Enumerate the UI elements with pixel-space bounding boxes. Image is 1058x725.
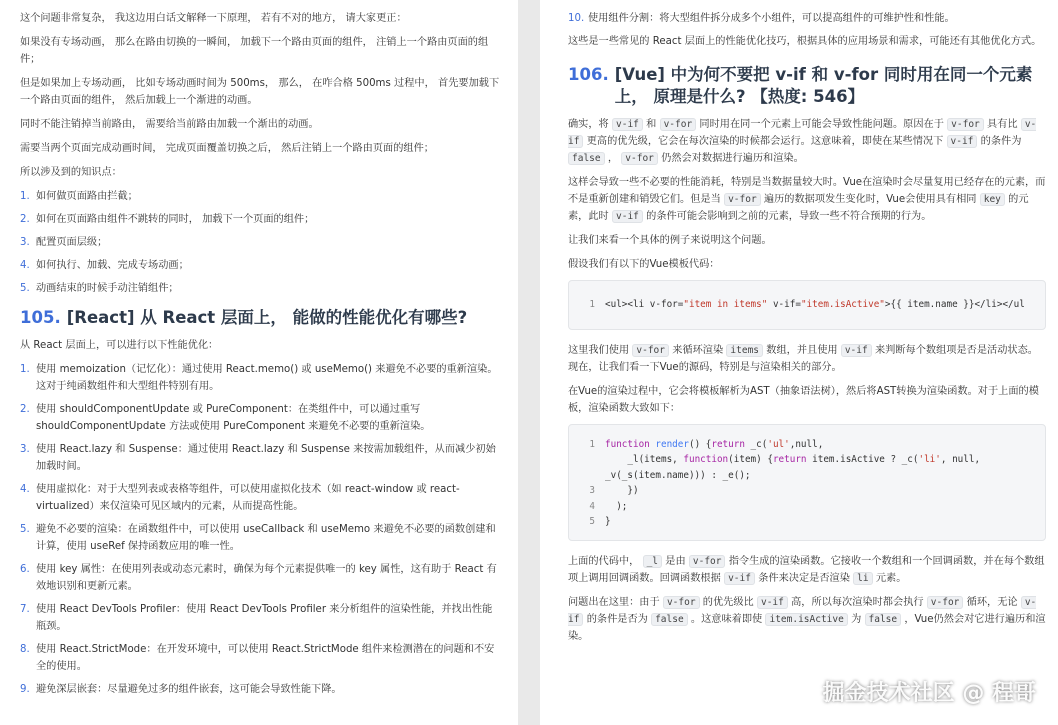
list-item: 4. 如何执行、加载、完成专场动画；: [20, 260, 189, 271]
code-line: 3 }): [589, 485, 639, 496]
inline-code: li: [853, 572, 872, 585]
summary-paragraph: 这些是一些常见的 React 层面上的性能优化技巧，根据具体的应用场景和需求，可能还有其他优化方式。: [568, 36, 1042, 47]
inline-code: _l: [643, 555, 662, 568]
inline-code: v-for: [927, 596, 964, 609]
code-line: 1 function render () { return _c( 'ul' ,null,: [589, 438, 824, 450]
inline-code: false: [651, 613, 688, 626]
inline-code: v-for: [947, 118, 984, 131]
intro-paragraph: 这个问题非常复杂， 我这边用白话文解释一下原理， 若有不对的地方， 请大家更正：: [20, 13, 407, 24]
inline-code: item.isActive: [765, 613, 847, 626]
right-page: [540, 0, 1058, 725]
paragraph: 问题出在这里：由于 v-for 的优先级比 v-if 高，所以每次渲染时都会执行 v-for 循环，无论 v-if 的条件是否为 false 。这意味着即使 item.isActive 为 false ，Vue仍然会对它进行遍历和渲染。: [568, 596, 1046, 642]
code-block-template: [568, 280, 1046, 330]
list-item: 2. 如何在页面路由组件不跳转的同时， 加载下一个页面的组件；: [20, 214, 315, 225]
paragraph: 上面的代码中， _l 是由 v-for 指令生成的渲染函数。它接收一个数组和一个回调函数，并在每个数组项上调用回调函数。回调函数根据 v-if 条件来决定是否渲染 li 元素。: [568, 555, 1045, 584]
list-item: 3. 使用 React.lazy 和 Suspense：通过使用 React.lazy 和 Suspense 来按需加载组件，从而减少初始加载时间。: [20, 444, 496, 472]
paragraph: 确实，将 v-if 和 v-for 同时用在同一个元素上可能会导致性能问题。原因在于 v-for 具有比 v-if 更高的优先级，它会在每次渲染的时候都会运行。这意味着，即使在某些情况下 v-if 的条件为 false ， v-for 仍然会对数据进行遍历和渲染。: [568, 119, 1037, 164]
question-106-heading: 106. [Vue] 中为何不要把 v-if 和 v-for 同时用在同一个元素上， 原理是什么? 【热度: 546】: [568, 65, 1033, 106]
code-line: _l(items, function (item) { return item.isActive ? _c( 'li' , null,: [605, 454, 981, 465]
inline-code: v-if: [568, 119, 1037, 147]
paragraph: 这样会导致一些不必要的性能消耗，特别是当数据量较大时。Vue在渲染时会尽量复用已经存在的元素，而不是重新创建和销毁它们。但是当 v-for 遍历的数据项发生变化时，Vue会使用具有相同 key 的元素，此时 v-if 的条件可能会影响到之前的元素，导致一些不符合预期的行为。: [568, 177, 1046, 222]
list-item: 5. 动画结束的时候手动注销组件；: [20, 283, 179, 294]
list-item: 10. 使用组件分割：将大型组件拆分成多个小组件，可以提高组件的可维护性和性能。: [568, 13, 955, 24]
inline-code: v-for: [632, 344, 669, 357]
optimization-list: [20, 361, 502, 698]
paragraph: 让我们来看一个具体的例子来说明这个问题。: [568, 235, 772, 246]
inline-code: false: [865, 613, 902, 626]
code-line: 4 );: [589, 500, 628, 512]
paragraph: 假设我们有以下的Vue模板代码：: [568, 259, 720, 270]
list-item: 9. 避免深层嵌套：尽量避免过多的组件嵌套，这可能会导致性能下降。: [20, 684, 342, 695]
code-line: 5 }: [589, 516, 611, 527]
paragraph: 在Vue的渲染过程中，它会将模板解析为AST（抽象语法树），然后将AST转换为渲染函数。对于上面的模板，渲染函数大致如下：: [568, 385, 1039, 414]
list-item: 6. 使用 key 属性：在使用列表或动态元素时，确保为每个元素提供唯一的 key 属性，这有助于 React 有效地识别和更新元素。: [20, 564, 497, 592]
inline-code: v-if: [841, 344, 872, 357]
inline-code: v-if: [568, 596, 1037, 625]
intro-paragraph: 如果没有专场动画， 那么在路由切换的一瞬间， 加载下一个路由页面的组件， 注销上一个路由页面的组件；: [20, 37, 489, 65]
inline-code: v-for: [660, 118, 697, 131]
left-page: [0, 0, 518, 725]
list-item: 1. 使用 memoization（记忆化）：通过使用 React.memo() 或 useMemo() 来避免不必要的重新渲染。这对于纯函数组件和大型组件特别有用。: [20, 364, 498, 392]
intro-paragraph: 需要当两个页面完成动画时间， 完成页面覆盖切换之后， 然后注销上一个路由页面的组件；: [20, 143, 434, 154]
inline-code: key: [980, 193, 1005, 206]
inline-code: v-for: [689, 555, 726, 568]
code-block-render-function: [568, 424, 1046, 541]
list-item: 2. 使用 shouldComponentUpdate 或 PureComponent：在类组件中，可以通过重写 shouldComponentUpdate 方法或使用 PureComponent 来避免不必要的重新渲染。: [20, 404, 431, 432]
knowledge-points-list: [20, 188, 502, 297]
inline-code: v-if: [947, 135, 978, 148]
inline-code: items: [726, 344, 763, 357]
paragraph: 这里我们使用 v-for 来循环渲染 items 数组，并且使用 v-if 来判断每个数组项是否是活动状态。现在，让我们看一下Vue的源码，特别是与渲染相关的部分。: [568, 344, 1038, 373]
question-105-heading: 105. [React] 从 React 层面上， 能做的性能优化有哪些?: [20, 308, 468, 327]
list-item: 3. 配置页面层级；: [20, 237, 108, 248]
list-item: 7. 使用 React DevTools Profiler：使用 React DevTools Profiler 来分析组件的渲染性能，并找出性能瓶颈。: [20, 604, 493, 632]
watermark: 掘金技术社区 @ 程哥: [822, 681, 1036, 706]
inline-code: v-for: [621, 152, 658, 165]
optimization-list-continued: [568, 10, 1046, 27]
code-line: 1 <ul><li v-for= "item in items" v-if= "item.isActive" >{{ item.name }}</li></ul: [589, 299, 1025, 310]
question-105-lead: 从 React 层面上，可以进行以下性能优化：: [20, 340, 219, 351]
list-item: 1. 如何做页面路由拦截；: [20, 191, 138, 202]
inline-code: v-if: [757, 596, 788, 609]
intro-paragraph: 但是如果加上专场动画， 比如专场动画时间为 500ms， 那么， 在咋合格 500ms 过程中， 首先要加载下一个路由页面的组件， 然后加载上一个渐进的动画。: [20, 78, 500, 106]
inline-code: v-for: [663, 596, 700, 609]
code-line: _v(_s(item.name))) : _e();: [605, 469, 751, 481]
intro-paragraph: 同时不能注销掉当前路由， 需要给当前路由加载一个渐出的动画。: [20, 119, 319, 130]
list-item: 4. 使用虚拟化：对于大型列表或表格等组件，可以使用虚拟化技术（如 react-window 或 react-virtualized）来仅渲染可见区域内的元素，从而提高性能。: [20, 484, 460, 512]
inline-code: v-if: [724, 572, 755, 585]
inline-code: false: [568, 152, 605, 165]
inline-code: v-if: [612, 210, 643, 223]
inline-code: v-for: [724, 193, 761, 206]
list-item: 8. 使用 React.StrictMode：在开发环境中，可以使用 React.StrictMode 组件来检测潜在的问题和不安全的使用。: [20, 644, 495, 672]
intro-paragraph: 所以涉及到的知识点：: [20, 167, 122, 178]
inline-code: v-if: [612, 118, 643, 131]
list-item: 5. 避免不必要的渲染：在函数组件中，可以使用 useCallback 和 useMemo 来避免不必要的函数创建和计算，使用 useRef 保持函数应用的唯一性。: [20, 524, 496, 552]
